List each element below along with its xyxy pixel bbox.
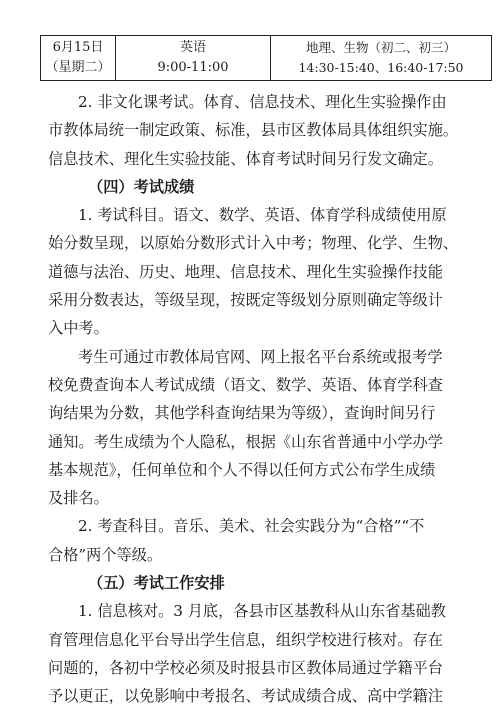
paragraph-line: 始分数呈现，以原始分数形式计入中考；物理、化学、生物、 bbox=[48, 234, 459, 253]
paragraph-line: 及排名。 bbox=[48, 489, 109, 508]
paragraph-line: 考生可通过市教体局官网、网上报名平台系统或报考学 bbox=[78, 347, 443, 366]
exam-date: 6月15日 bbox=[52, 40, 104, 55]
table-row bbox=[41, 36, 492, 81]
paragraph-line: 1. 信息核对。3 月底，各县市区基教科从山东省基础教 bbox=[78, 602, 446, 621]
paragraph-line: 通知。考生成绩为个人隐私，根据《山东省普通中小学办学 bbox=[48, 432, 443, 451]
afternoon-subjects: 地理、生物（初二、初三） bbox=[305, 40, 456, 55]
document-body bbox=[48, 88, 460, 711]
paragraph-line: 育管理信息化平台导出学生信息，组织学校进行核对。存在 bbox=[48, 630, 443, 649]
morning-exam-cell bbox=[116, 36, 271, 81]
paragraph-line: 道德与法治、历史、地理、信息技术、理化生实验操作技能 bbox=[48, 262, 443, 281]
section-heading: （五）考试工作安排 bbox=[88, 574, 225, 593]
paragraph-line: 合格”两个等级。 bbox=[48, 545, 163, 564]
paragraph-line: 问题的，各初中学校必须及时报县市区教体局通过学籍平台 bbox=[48, 658, 443, 677]
paragraph-line: 校免费查询本人考试成绩（语文、数学、英语、体育学科查 bbox=[48, 375, 443, 394]
date-cell bbox=[41, 36, 116, 81]
afternoon-exam-cell bbox=[271, 36, 492, 81]
paragraph-line: 市教体局统一制定政策、标准，县市区教体局具体组织实施。 bbox=[48, 121, 459, 140]
morning-time: 9:00-11:00 bbox=[157, 60, 229, 75]
paragraph-line: 入中考。 bbox=[48, 319, 109, 338]
exam-weekday: （星期二） bbox=[45, 60, 111, 75]
exam-schedule-table bbox=[40, 35, 492, 81]
section-heading: （四）考试成绩 bbox=[88, 177, 195, 196]
paragraph-line: 2. 非文化课考试。体育、信息技术、理化生实验操作由 bbox=[78, 93, 447, 111]
paragraph-line: 予以更正，以免影响中考报名、考试成绩合成、高中学籍注 bbox=[48, 687, 443, 706]
paragraph-line: 基本规范》，任何单位和个人不得以任何方式公布学生成绩 bbox=[48, 460, 436, 479]
paragraph-line: 采用分数表达，等级呈现，按既定等级划分原则确定等级计 bbox=[48, 291, 443, 310]
paragraph-line: 2. 考查科目。音乐、美术、社会实践分为“合格”“不 bbox=[78, 517, 425, 536]
paragraph-line: 询结果为分数，其他学科查询结果为等级），查询时间另行 bbox=[48, 404, 436, 423]
paragraph-line: 信息技术、理化生实验技能、体育考试时间另行发文确定。 bbox=[48, 149, 443, 168]
paragraph-line: 1. 考试科目。语文、数学、英语、体育学科成绩使用原 bbox=[78, 206, 447, 225]
afternoon-time: 14:30-15:40、16:40-17:50 bbox=[298, 60, 464, 75]
morning-subject: 英语 bbox=[179, 40, 206, 55]
